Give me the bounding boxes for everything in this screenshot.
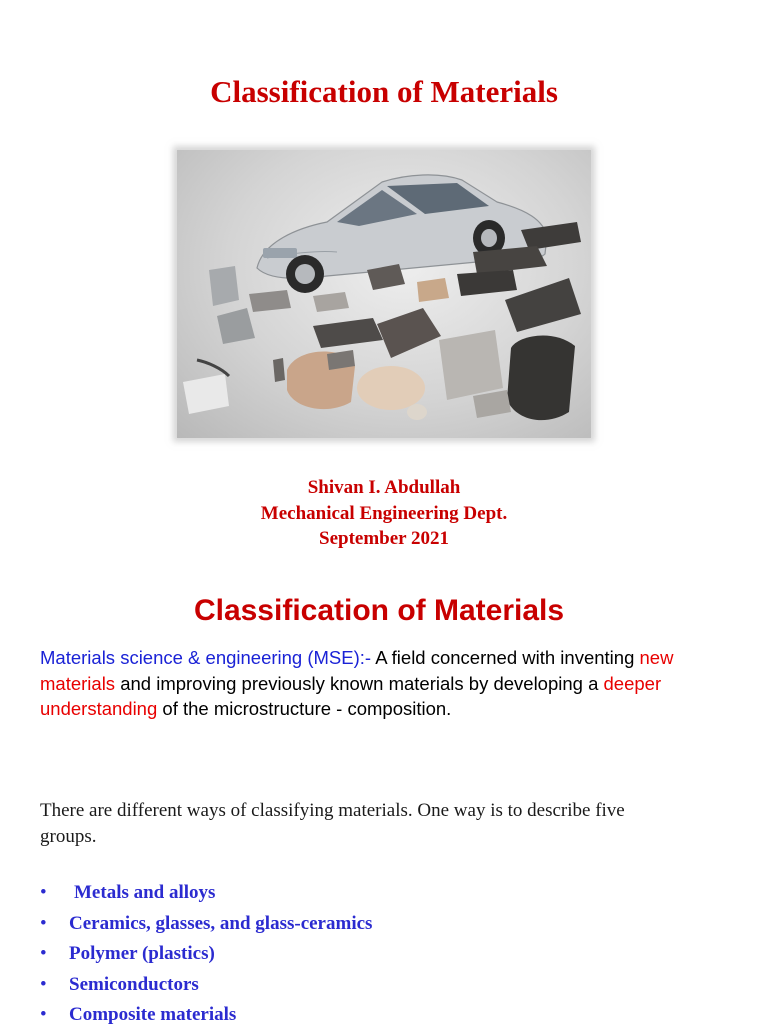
list-item [40, 940, 372, 971]
highlight-deeper-understanding: deeper understanding [40, 672, 662, 719]
list-item-label: Semiconductors [69, 973, 199, 995]
definition-text-3: of the microstructure - composition. [157, 698, 452, 719]
section-title: Classification of Materials [193, 594, 565, 627]
author-block [0, 475, 768, 552]
bullet: • [40, 943, 47, 964]
list-item [40, 1001, 372, 1032]
list-item [40, 879, 372, 910]
list-item [40, 910, 372, 941]
list-item-label: Composite materials [69, 1004, 237, 1025]
car-and-parts-illustration [177, 150, 591, 438]
list-item-label: Ceramics, glasses, and glass-ceramics [69, 912, 373, 934]
material-groups-list [40, 879, 372, 1032]
definition-text-2: and improving previously known materials by developing a [115, 672, 604, 694]
highlight-new-materials: new materials [40, 647, 674, 694]
bullet: • [40, 1004, 47, 1025]
bullet: • [40, 912, 47, 934]
intro-paragraph: There are different ways of classifying materials. One way is to describe five groups. [40, 800, 625, 847]
department: Mechanical Engineering Dept. [260, 502, 508, 524]
mse-definition [40, 645, 680, 722]
bullet: • [40, 973, 47, 995]
mse-term: Materials science & engineering (MSE):- [40, 647, 372, 668]
date: September 2021 [319, 528, 449, 549]
car-parts-photo [177, 150, 591, 438]
list-item [40, 971, 372, 1002]
author-name: Shivan I. Abdullah [307, 477, 461, 498]
definition-text-1: A field concerned with inventing [371, 647, 640, 668]
bullet: • [40, 882, 47, 903]
list-item-label: Polymer (plastics) [69, 943, 215, 964]
slide-title: Classification of Materials [210, 74, 558, 109]
list-item-label: Metals and alloys [74, 882, 216, 903]
